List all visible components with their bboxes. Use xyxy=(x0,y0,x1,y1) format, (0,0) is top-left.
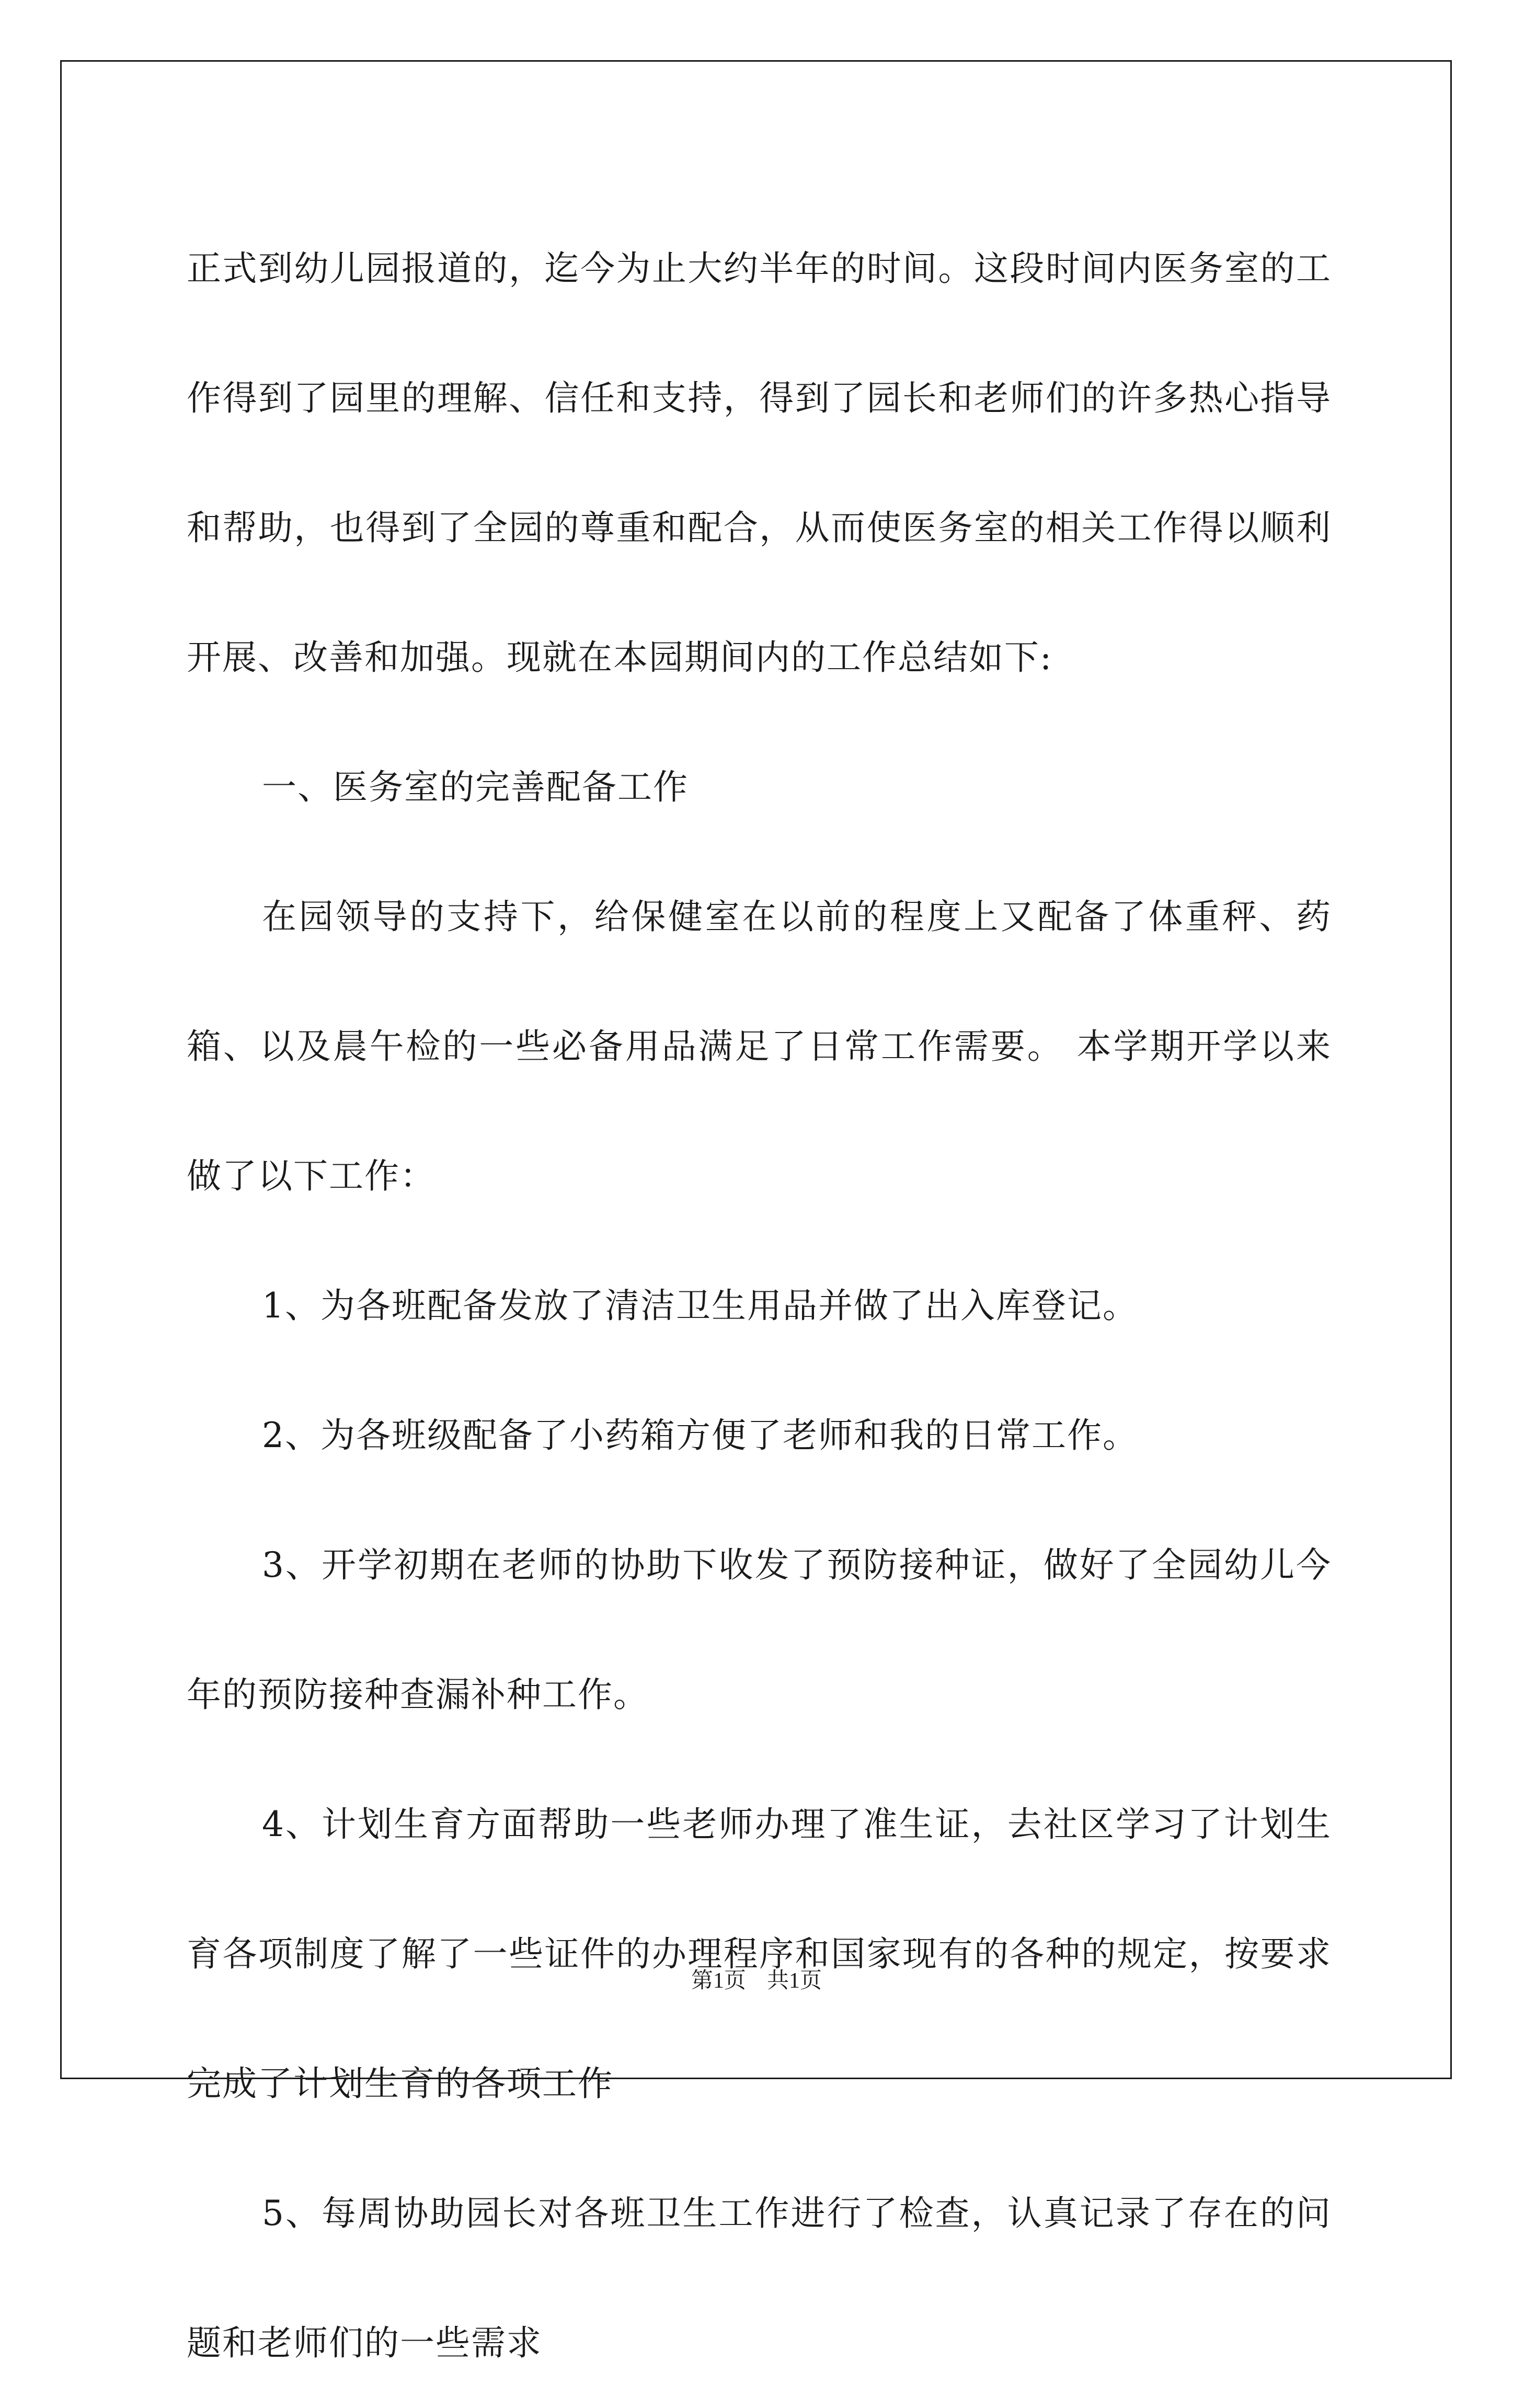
page-number: 第1页 xyxy=(691,1969,746,1993)
list-item-4: 4、计划生育方面帮助一些老师办理了准生证，去社区学习了计划生育各项制度了解了一些证件的办理程序和国家现有的各种的规定，按要求完成了计划生育的各项工作 xyxy=(187,1804,1332,2104)
page-total: 共1页 xyxy=(767,1969,822,1993)
document-body xyxy=(187,204,1332,2408)
page-footer xyxy=(0,1963,1513,1994)
list-item-5: 5、每周协助园长对各班卫生工作进行了检查，认真记录了存在的问题和老师们的一些需求 xyxy=(187,2193,1332,2363)
paragraph-equipment: 在园领导的支持下，给保健室在以前的程度上又配备了体重秤、药箱、以及晨午检的一些必备用品满足了日常工作需要。 本学期开学以来做了以下工作： xyxy=(187,897,1332,1196)
list-item-3: 3、开学初期在老师的协助下收发了预防接种证，做好了全园幼儿今年的预防接种查漏补种工作。 xyxy=(187,1545,1332,1715)
section-heading-medical-room: 一、医务室的完善配备工作 xyxy=(262,767,689,807)
list-item-2: 2、为各班级配备了小药箱方便了老师和我的日常工作。 xyxy=(262,1415,1138,1455)
list-item-1: 1、为各班配备发放了清洁卫生用品并做了出入库登记。 xyxy=(262,1286,1138,1326)
paragraph-intro: 正式到幼儿园报道的，迄今为止大约半年的时间。这段时间内医务室的工作得到了园里的理解、信任和支持，得到了园长和老师们的许多热心指导和帮助，也得到了全园的尊重和配合，从而使医务室的相关工作得以顺利开展、改善和加强。现就在本园期间内的工作总结如下: xyxy=(187,248,1332,678)
